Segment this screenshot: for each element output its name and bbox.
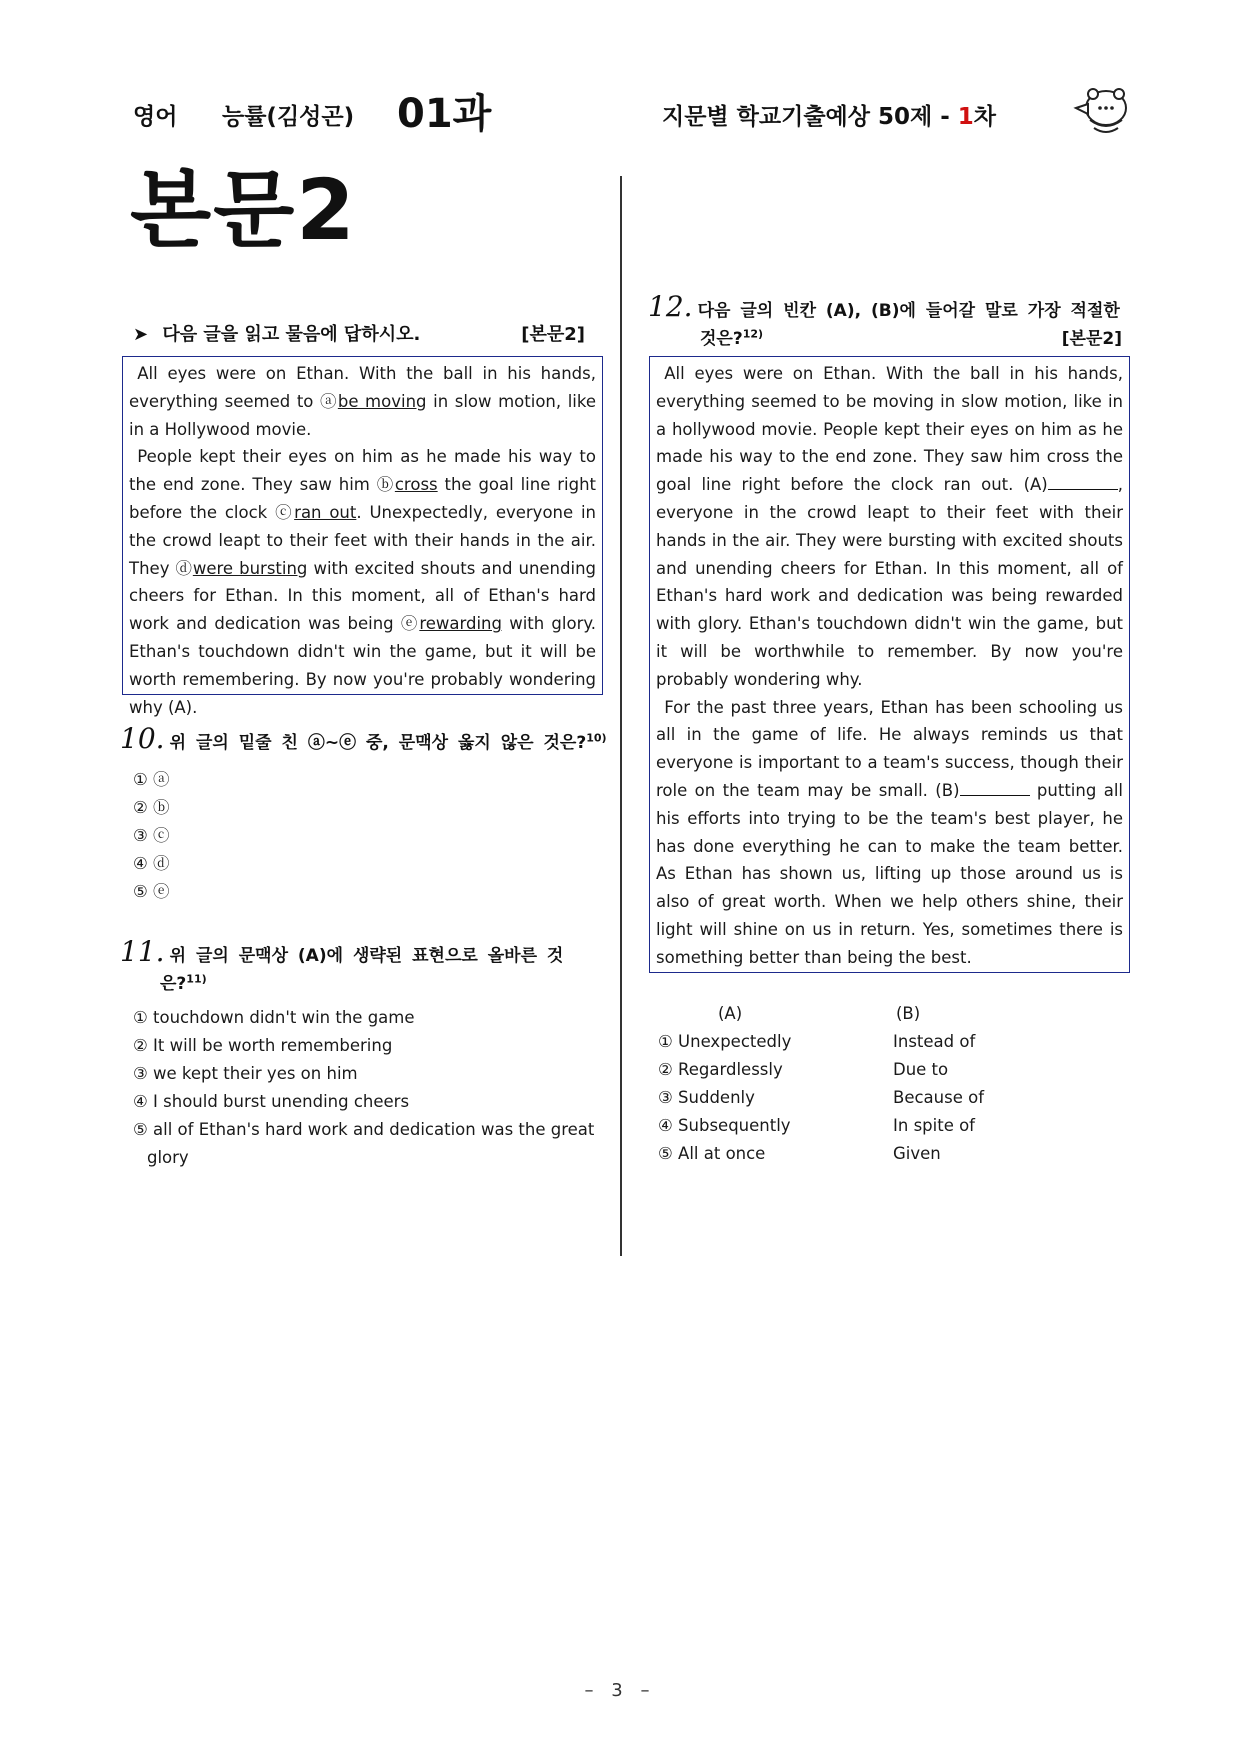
text-run: All eyes were on Ethan. With the ball in his hands, everything seemed to be moving in slow motion, like in a hollywood movie. People kept their eyes on him as he made his way to the end zone. They saw him cross the goal line right before the clock ran out. (A) (656, 364, 1123, 495)
passage-a-paragraph-2 (129, 443, 596, 721)
question-ref: 11) (186, 972, 207, 986)
underlined-d: were bursting (192, 558, 308, 578)
series-round-number: 1 (957, 104, 974, 130)
mark-b: ⓑ (376, 475, 395, 495)
arrow-icon: ➤ (133, 324, 149, 345)
text-run: the goal line right before the clock (129, 475, 596, 522)
option-1[interactable]: ① ⓐ (133, 770, 170, 789)
passage-box-b (649, 356, 1130, 973)
q10-options (133, 766, 170, 906)
option-a: ③ Suddenly (658, 1088, 755, 1107)
q11-options (133, 1004, 598, 1172)
page-title: 본문2 (130, 161, 357, 259)
question-number: 10. (120, 722, 165, 755)
series-label (662, 98, 996, 131)
option-b: Because of (893, 1088, 985, 1107)
passage-b-paragraph-1 (656, 360, 1123, 694)
option-4[interactable]: ④ ⓓ (133, 854, 170, 873)
underlined-a: be moving (337, 391, 427, 411)
blank-a (1048, 473, 1118, 490)
question-number: 12. (648, 290, 693, 323)
column-divider (620, 176, 622, 1256)
subject-label: 영어 (133, 104, 178, 130)
option-a: ① Unexpectedly (658, 1032, 792, 1051)
option-5[interactable]: ⑤ ⓔ (133, 882, 170, 901)
passage-box-a (122, 356, 603, 717)
question-text: 다음 글의 빈칸 (A), (B)에 들어갈 말로 가장 적절한 (697, 301, 1120, 321)
question-11 (120, 935, 610, 994)
passage-b-paragraph-2 (656, 694, 1123, 972)
option-b: In spite of (893, 1116, 975, 1135)
question-text-cont: 은? (160, 974, 187, 994)
option-2[interactable]: ② It will be worth remembering (133, 1036, 393, 1055)
option-b: Due to (893, 1060, 949, 1079)
text-run: with glory. Ethan's touchdown didn't win the game, but it will be worth remembering. By now you're probably wondering why (A). (129, 614, 597, 717)
question-ref: 10) (586, 731, 607, 745)
option-a: ⑤ All at once (658, 1144, 766, 1163)
lesson-label: 01과 (397, 91, 492, 137)
column-a-header: (A) (718, 1004, 743, 1023)
option-5-cont: glory (147, 1148, 189, 1167)
mark-c: ⓒ (275, 502, 295, 522)
text-run: in slow motion, like in a Hollywood movie. (129, 391, 596, 439)
underlined-c: ran out (294, 502, 357, 522)
underlined-e: rewarding (419, 614, 502, 634)
option-a: ② Regardlessly (658, 1060, 783, 1079)
mark-e: ⓔ (400, 614, 420, 634)
option-a: ④ Subsequently (658, 1116, 791, 1135)
option-b: Given (893, 1144, 941, 1163)
option-2[interactable]: ② ⓑ (133, 798, 170, 817)
question-tag: [본문2] (1061, 329, 1122, 349)
text-run: putting all his efforts into trying to be the team's best player, he has done everything he can to make the team better. As Ethan has shown us, lifting up those around us is also of great worth. When we help others shine, their light will shine on us in return. Yes, sometimes there is something better than being the best. (656, 780, 1123, 967)
instruction-tag: [본문2] (521, 324, 585, 345)
option-4[interactable]: ④ I should burst unending cheers (133, 1092, 410, 1111)
option-1[interactable]: ① touchdown didn't win the game (133, 1008, 415, 1027)
option-b: Instead of (893, 1032, 976, 1051)
blank-b (960, 779, 1030, 796)
mark-a: ⓐ (320, 391, 338, 411)
text-run: For the past three years, Ethan has been schooling us all in the game of life. He always reminds us that everyone is important to a team's success, though their role on the team may be small. (B) (656, 697, 1123, 800)
question-number: 11. (120, 935, 165, 968)
text-run: with excited shouts and unending cheers for Ethan. In this moment, all of Ethan's hard work and dedication was being (129, 558, 597, 634)
question-text: 위 글의 문맥상 (A)에 생략된 표현으로 올바른 것 (169, 946, 564, 966)
passage-a-paragraph-1 (129, 360, 596, 443)
question-ref: 12) (742, 327, 764, 341)
option-3[interactable]: ③ we kept their yes on him (133, 1064, 358, 1083)
underlined-b: cross (394, 475, 438, 495)
text-run: . Unexpectedly, everyone in the crowd leapt to their feet with their hands in the air. They (129, 502, 597, 578)
question-text: 위 글의 밑줄 친 ⓐ~ⓔ 중, 문맥상 옳지 않은 것은? (169, 733, 587, 753)
option-3[interactable]: ③ ⓒ (133, 826, 170, 845)
series-round-suffix: 차 (973, 104, 996, 130)
page-number: – 3 – (584, 1680, 656, 1701)
option-5-text: ⑤ all of Ethan's hard work and dedication was the great (133, 1120, 595, 1139)
question-text-cont: 것은? (700, 329, 743, 349)
instruction (133, 320, 585, 346)
text-run: People kept their eyes on him as he made his way to the end zone. They saw him (129, 447, 596, 495)
series-prefix: 지문별 학교기출예상 50제 - (662, 104, 958, 130)
instruction-text: 다음 글을 읽고 물음에 답하시오. (162, 324, 421, 345)
publisher-label: 능률(김성곤) (222, 104, 355, 130)
question-10 (120, 722, 610, 755)
text-run: , everyone in the crowd leapt to their feet with their hands in the air. They were bursting with excited shouts and unending cheers for Ethan. In this moment, all of Ethan's hard work and dedication was being rewarded with glory. Ethan's touchdown didn't win the game, but it will be worthwhile to remember. By now you're probably wondering why. (656, 475, 1123, 689)
question-12 (648, 290, 1130, 349)
text-run: All eyes were on Ethan. With the ball in his hands, everything seemed to (129, 364, 596, 411)
mark-d: ⓓ (175, 558, 193, 578)
option-5[interactable] (133, 1116, 598, 1172)
mascot-bear-icon (1070, 84, 1130, 136)
column-b-header: (B) (896, 1004, 921, 1023)
